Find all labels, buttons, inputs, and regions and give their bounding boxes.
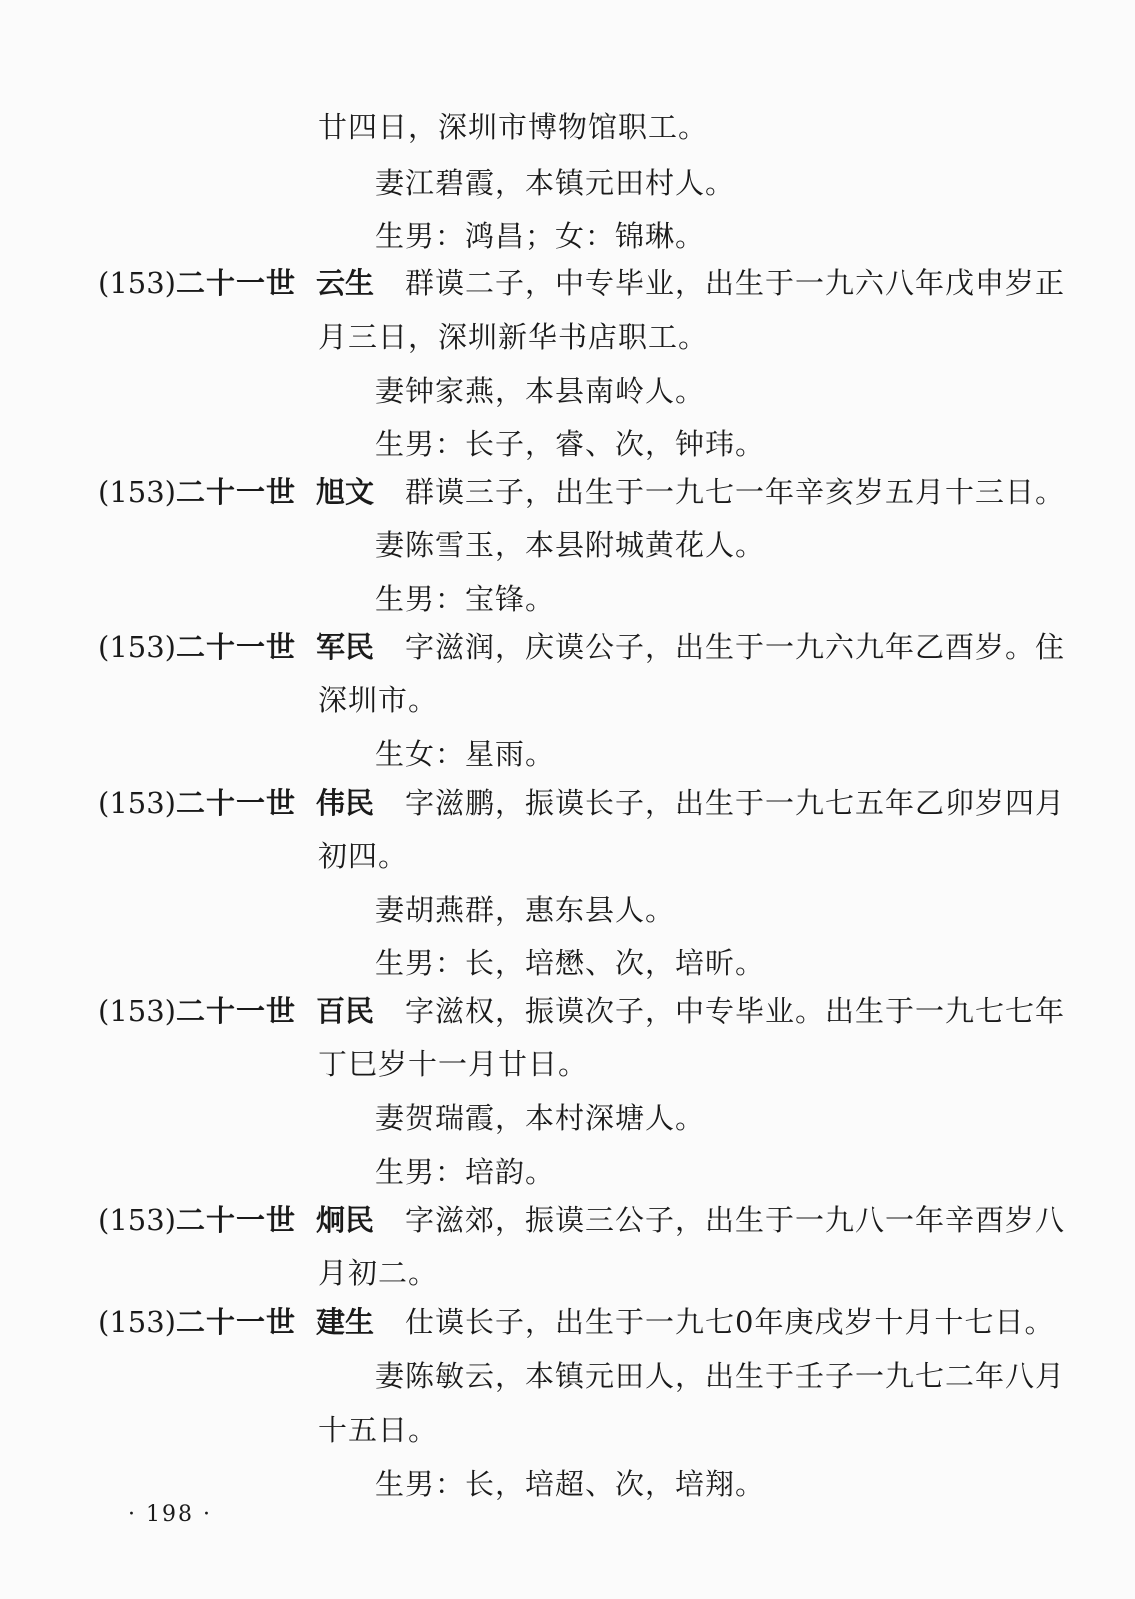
- text-line: 生男：鸿昌；女：锦琳。: [375, 219, 706, 253]
- text-line: 深圳市。: [318, 683, 439, 717]
- text-line: 生男：长，培超、次，培翔。: [375, 1467, 766, 1501]
- text-line: 妻钟家燕，本县南岭人。: [375, 374, 706, 408]
- entry-generation: 二十一世: [175, 630, 296, 664]
- text-line: 妻贺瑞霞，本村深塘人。: [375, 1101, 706, 1135]
- text-line: 字滋润，庆谟公子，出生于一九六九年乙酉岁。住: [405, 630, 1066, 664]
- entry-name: 旭文: [316, 475, 375, 509]
- entry-name: 百民: [316, 994, 375, 1028]
- entry-generation: 二十一世: [175, 1203, 296, 1237]
- entry-label: [98, 991, 296, 1031]
- text-line: 仕谟长子，出生于一九七0年庚戌岁十月十七日。: [405, 1305, 1055, 1339]
- page-number: · 198 ·: [128, 1502, 212, 1527]
- text-line: 生男：宝锋。: [375, 582, 556, 616]
- entry-label: [98, 1200, 296, 1240]
- entry-number: (153): [98, 786, 176, 820]
- entry-name: 云生: [316, 266, 375, 300]
- entry-generation: 二十一世: [175, 475, 296, 509]
- text-line: 字滋鹏，振谟长子，出生于一九七五年乙卯岁四月: [405, 786, 1066, 820]
- entry-label: [98, 1302, 296, 1342]
- entry-label: [98, 472, 296, 512]
- text-line: 月三日，深圳新华书店职工。: [318, 320, 709, 354]
- text-line: 生男：长子，睿、次，钟玮。: [375, 427, 766, 461]
- text-line: 字滋郊，振谟三公子，出生于一九八一年辛酉岁八: [405, 1203, 1066, 1237]
- text-line: 月初二。: [318, 1256, 439, 1290]
- text-line: 群谟三子，出生于一九七一年辛亥岁五月十三日。: [405, 475, 1066, 509]
- entry-generation: 二十一世: [175, 1305, 296, 1339]
- text-line: 初四。: [318, 839, 409, 873]
- entry-number: (153): [98, 1203, 176, 1237]
- entry-label: [98, 783, 296, 823]
- entry-generation: 二十一世: [175, 994, 296, 1028]
- text-line: 妻胡燕群，惠东县人。: [375, 893, 676, 927]
- entry-generation: 二十一世: [175, 266, 296, 300]
- text-line: 丁巳岁十一月廿日。: [318, 1047, 589, 1081]
- text-line: 字滋权，振谟次子，中专毕业。出生于一九七七年: [405, 994, 1066, 1028]
- entry-number: (153): [98, 630, 176, 664]
- entry-label: [98, 263, 296, 303]
- entry-generation: 二十一世: [175, 786, 296, 820]
- text-line: 妻陈敏云，本镇元田人，出生于壬子一九七二年八月: [375, 1359, 1066, 1393]
- text-line: 生男：长，培懋、次，培昕。: [375, 946, 766, 980]
- entry-number: (153): [98, 266, 176, 300]
- text-line: 妻陈雪玉，本县附城黄花人。: [375, 528, 766, 562]
- text-line: 群谟二子，中专毕业，出生于一九六八年戊申岁正: [405, 266, 1066, 300]
- entry-name: 建生: [316, 1305, 375, 1339]
- text-line: 妻江碧霞，本镇元田村人。: [375, 166, 736, 200]
- entry-number: (153): [98, 1305, 176, 1339]
- entry-number: (153): [98, 994, 176, 1028]
- text-line: 生女：星雨。: [375, 737, 556, 771]
- entry-name: 炯民: [316, 1203, 375, 1237]
- entry-label: [98, 627, 296, 667]
- entry-name: 军民: [316, 630, 375, 664]
- text-line: 十五日。: [318, 1413, 439, 1447]
- entry-number: (153): [98, 475, 176, 509]
- text-line: 廿四日，深圳市博物馆职工。: [318, 110, 709, 144]
- entry-name: 伟民: [316, 786, 375, 820]
- text-line: 生男：培韵。: [375, 1155, 556, 1189]
